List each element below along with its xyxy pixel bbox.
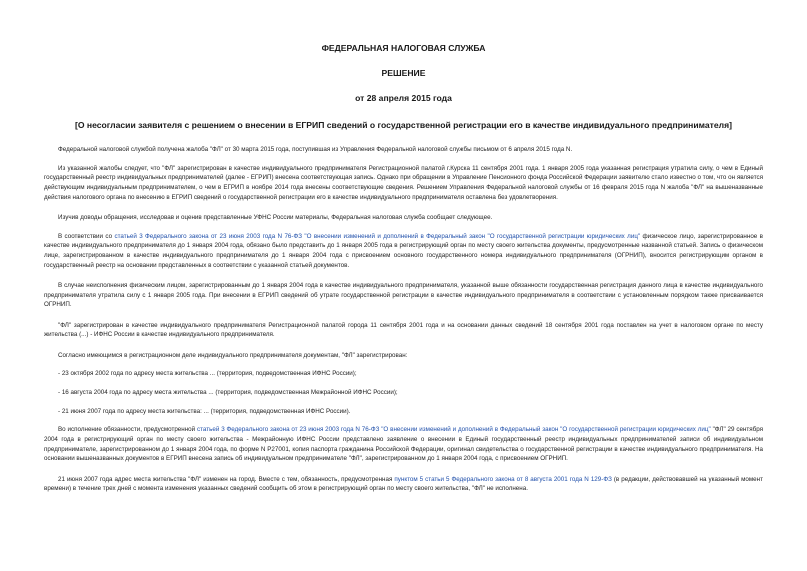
paragraph-text-end: "ФЛ" 29 сентября 2004 года в регистрирующий орган по месту своего жительства - Межрайонную ИФНС России представлено заявление о внесении в Единый государственный реестр индивидуальных предпринимателей записи об индивидуальном предпринимателе, зарегистрированном до 1 января 2004 года, по форме N Р27001, копия паспорта гражданина Российской Федерации, оригинал свидетельства о государственной регистрации в качестве индивидуального предпринимателя. На основании вышеназванных документов в ЕГРИП внесена запись об индивидуальном предпринимателе "ФЛ", зарегистрированном до 1 января 2004 года, с присвоением ОГРНИП. [44, 426, 764, 463]
paragraph-text-end: (в редакции, действовавшей на указанный момент времени) в течение трех дней с момента изменения указанных сведений сообщить об этом в регистрирующий орган по месту своего жительства, "ФЛ" не исполнена. [44, 475, 763, 493]
law-129fz-link[interactable]: пунктом 5 статьи 5 Федерального закона от 8 августа 2001 года N 129-ФЗ [394, 475, 612, 483]
document-subject: [О несогласии заявителя с решением о внесении в ЕГРИП сведений о государственной регистрации его в качестве индивидуального предпринимателя] [74, 120, 733, 130]
organization-name: ФЕДЕРАЛЬНАЯ НАЛОГОВАЯ СЛУЖБА [321, 43, 486, 53]
document-type: РЕШЕНИЕ [381, 68, 426, 78]
law-76fz-link[interactable]: статьей 3 Федерального закона от 23 июня 2003 года N 76-ФЗ "О внесении изменений и дополнений в Федеральный закон "О государственной регистрации юридических лиц" [114, 232, 641, 240]
paragraph-law-76fz [44, 232, 763, 271]
paragraph-text-end: физическое лицо, зарегистрированное в качестве индивидуального предпринимателя до 1 января 2004 года, обязано было представить до 1 января 2005 года в регистрирующий орган по месту своего жительства документы, предусмотренные названной статьей. Запись о физическом лице, зарегистрированном в качестве индивидуального предпринимателя до 1 января 2004 года с присвоением основного государственного номера индивидуального предпринимателя (ОГРНИП), вносится регистрирующим органом в государственный реестр на основании представленных в соответствии с указанной статьей документов. [44, 232, 763, 269]
document-body [44, 145, 763, 494]
paragraph-according: Согласно имеющимся в регистрационном деле индивидуального предпринимателя документам, "ФЛ" зарегистрирован: [58, 351, 408, 359]
paragraph-text-start: В соответствии со [58, 232, 115, 240]
paragraph-nonfulfillment: В случае неисполнения физическим лицом, зарегистрированным до 1 января 2004 года в качестве индивидуального предпринимателя, указанной выше обязанности государственная регистрация данного лица в качестве индивидуального предпринимателя утратила силу с 1 января 2005 года. При внесении в ЕГРИП сведений об утрате государственной регистрации в качестве индивидуального предпринимателя в соответствии с установленным порядком также присваивается ОГРНИП. [44, 282, 763, 309]
paragraph-text-start: Во исполнение обязанности, предусмотренной [58, 426, 198, 434]
paragraph-address-change [44, 475, 763, 494]
paragraph-complaint: Федеральной налоговой службой получена жалоба "ФЛ" от 30 марта 2015 года, поступившая из Управления Федеральной налоговой службы письмом от 6 апреля 2015 года N. [58, 146, 573, 153]
paragraph-execution [44, 425, 763, 464]
paragraph-facts: Из указанной жалобы следует, что "ФЛ" зарегистрирован в качестве индивидуального предпринимателя Регистрационной палатой г.Курска 11 сентября 2001 года. 1 января 2005 года указанная регистрация утратила силу, о чем в Единый государственный реестр индивидуальных предпринимателей (далее - ЕГРИП) внесена соответствующая запись. Однако при обращении в Управление Пенсионного фонда Российской Федерации заявителю стало известно о том, что он является действующим индивидуальным предпринимателем, о чем в ЕГРИП в ноябре 2014 года внесены соответствующие сведения. Решением Управления Федеральной налоговой службы от 16 февраля 2015 года N жалоба "ФЛ" на вышеназванные действия налогового органа по внесению в ЕГРИП сведений о государственной регистрации его в качестве индивидуального предпринимателя оставлена без удовлетворения. [44, 164, 763, 201]
document-date: от 28 апреля 2015 года [355, 93, 452, 103]
list-item-address-2004: - 16 августа 2004 года по адресу места жительства ... (территория, подведомственная Межрайонной ИФНС России); [58, 388, 398, 396]
list-item-address-2002: - 23 октября 2002 года по адресу места жительства ... (территория, подведомственная ИФНС России); [58, 370, 357, 378]
law-76fz-link-2[interactable]: статьей 3 Федерального закона от 23 июня 2003 года N 76-ФЗ "О внесении изменений и дополнений в Федеральный закон "О государственной регистрации юридических лиц" [197, 426, 711, 434]
list-item-address-2007: - 21 июня 2007 года по адресу места жительства: ... (территория, подведомственная ИФНС России). [58, 407, 351, 415]
paragraph-study: Изучив доводы обращения, исследовав и оценив представленные УФНС России материалы, Федеральная налоговая служба сообщает следующее. [58, 214, 493, 222]
paragraph-text-start: 21 июня 2007 года адрес места жительства "ФЛ" изменен на город. Вместе с тем, обязанность, предусмотренная [58, 475, 395, 483]
paragraph-registration: "ФЛ" зарегистрирован в качестве индивидуального предпринимателя Регистрационной палатой города 11 сентября 2001 года и на основании данных сведений 18 сентября 2001 года поставлен на учет в налоговом органе по месту жительства (...) - ИФНС России в качестве индивидуального предпринимателя. [44, 321, 763, 339]
